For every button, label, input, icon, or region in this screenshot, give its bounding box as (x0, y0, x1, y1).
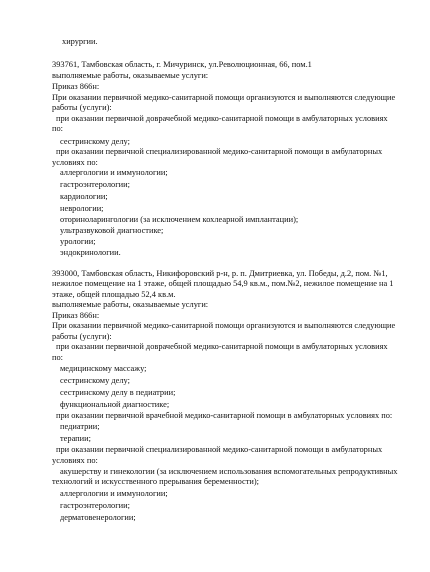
text-line: аллергологии и иммунологии; (60, 168, 168, 177)
text-line: Приказ 866н: (52, 82, 100, 91)
text-line: сестринскому делу в педиатрии; (60, 388, 176, 397)
text-line: условиях по: (52, 456, 98, 465)
text-line: при оказании первичной врачебной медико-санитарной помощи в амбулаторных условиях по: (56, 411, 393, 420)
address-line: 393000, Тамбовская область, Никифоровский р-н, р. п. Дмитриевка, ул. Победы, д.2, пом. №1, (52, 269, 388, 278)
text-line: неврологии; (60, 204, 104, 213)
text-line: При оказании первичной медико-санитарной помощи организуются и выполняются следующие (52, 93, 396, 102)
text-line: выполняемые работы, оказываемые услуги: (52, 71, 209, 80)
text-line: сестринскому делу; (60, 376, 130, 385)
text-line: гастроэнтерологии; (60, 501, 130, 510)
text-line: функциональной диагностике; (60, 400, 170, 409)
text-line: оториноларингологии (за исключением кохлеарной имплантации); (60, 215, 299, 224)
text-line: медицинскому массажу; (60, 364, 147, 373)
text-line: выполняемые работы, оказываемые услуги: (52, 300, 209, 309)
text-line: хирургии. (62, 37, 98, 46)
text-line: Приказ 866н: (52, 311, 100, 320)
text-line: урологии; (60, 237, 96, 246)
text-line: условиях по: (52, 158, 98, 167)
text-line: педиатрии; (60, 422, 100, 431)
text-line: кардиологии; (60, 192, 108, 201)
text-line: При оказании первичной медико-санитарной помощи организуются и выполняются следующие (52, 321, 396, 330)
text-line: при оказании первичной доврачебной медико-санитарной помощи в амбулаторных условиях (56, 342, 388, 351)
address-line: этаже, общей площадью 52,4 кв.м. (52, 290, 176, 299)
address-line: 393761, Тамбовская область, г. Мичуринск, ул.Революционная, 66, пом.1 (52, 60, 312, 69)
text-line: по: (52, 353, 63, 362)
text-line: гастроэнтерологии; (60, 180, 130, 189)
address-line: нежилое помещение на 1 этаже, общей площадью 54,9 кв.м., пом.№2, нежилое помещение на 1 (52, 279, 394, 288)
text-line: акушерству и гинекологии (за исключением использования вспомогательных репродуктивных (60, 467, 398, 476)
text-line: при оказании первичной специализированной медико-санитарной помощи в амбулаторных (56, 147, 383, 156)
text-line: аллергологии и иммунологии; (60, 489, 168, 498)
text-line: сестринскому делу; (60, 137, 130, 146)
text-line: по: (52, 124, 63, 133)
text-line: эндокринологии. (60, 248, 121, 257)
text-line: работы (услуги): (52, 332, 112, 341)
text-line: ультразвуковой диагностике; (60, 226, 164, 235)
text-line: дерматовенерологии; (60, 513, 136, 522)
text-line: при оказании первичной доврачебной медико-санитарной помощи в амбулаторных условиях (56, 114, 388, 123)
text-line: технологий и искусственного прерывания беременности); (52, 477, 259, 486)
text-line: терапии; (60, 434, 91, 443)
text-line: работы (услуги): (52, 103, 112, 112)
text-line: при оказании первичной специализированной медико-санитарной помощи в амбулаторных (56, 445, 383, 454)
